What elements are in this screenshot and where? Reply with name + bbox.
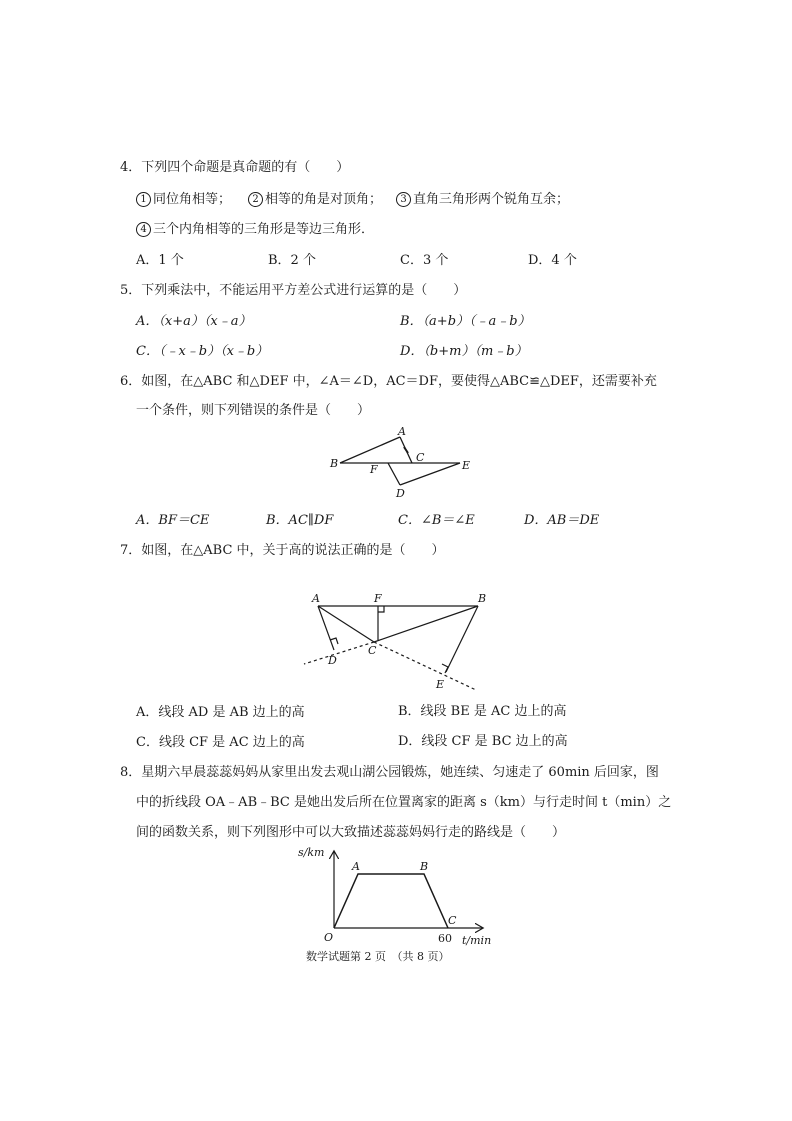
line-ad [318,606,334,650]
graph-path-oabc [334,874,448,928]
q5-option-d: D．（b+m）（m﹣b） [400,344,528,359]
q4-item-text: 直角三角形两个锐角互余； [413,192,570,207]
q7-stem: 7．如图，在△ABC 中，关于高的说法正确的是（ ） [120,543,445,558]
point-label-b: B [420,860,429,873]
q6-option-a: A．BF＝CE [136,513,210,528]
x-tick-60: 60 [438,932,452,945]
label-e: E [436,678,445,691]
origin-label: O [324,931,334,944]
q6-stem-line1: 6．如图，在△ABC 和△DEF 中，∠A＝∠D，AC＝DF，要使得△ABC≌△DEF，还需要补充 [120,374,657,389]
x-axis-label: t/min [462,934,492,947]
q4-option-c: C．3 个 [400,253,449,268]
q4-stem: 4．下列四个命题是真命题的有（ ） [120,160,350,175]
circled-number: 1 [136,192,151,207]
line-bc [374,606,478,642]
q7-option-c: C．线段 CF 是 AC 边上的高 [136,735,305,750]
line-ba [340,437,400,463]
q5-stem: 5．下列乘法中，不能运用平方差公式进行运算的是（ ） [120,283,467,298]
page-footer: 数学试题第 2 页 （共 8 页） [306,950,450,963]
q4-item-2 [248,192,382,208]
right-angle-f [378,606,384,612]
q8-graph [300,846,500,946]
q4-item-text: 相等的角是对顶角； [265,192,383,207]
q7-figure [300,592,500,692]
ext-ac [374,642,476,690]
circled-number: 2 [248,192,263,207]
q6-stem-line2: 一个条件，则下列错误的条件是（ ） [136,403,371,418]
q7-option-d: D．线段 CF 是 BC 边上的高 [398,734,568,749]
label-f: F [374,592,382,605]
label-c: C [368,644,377,657]
label-b: B [478,592,487,605]
q4-option-d: D．4 个 [528,253,577,268]
q4-item-text: 三个内角相等的三角形是等边三角形． [153,222,375,237]
label-e: E [462,459,471,472]
q4-option-b: B．2 个 [268,253,316,268]
q5-option-a: A．（x+a）（x﹣a） [136,314,252,329]
label-c: C [416,451,425,464]
label-a: A [398,425,406,438]
q4-option-a: A．1 个 [136,253,184,268]
q5-option-c: C．（﹣x﹣b）（x﹣b） [136,344,269,359]
q6-option-b: B．AC∥DF [266,513,334,528]
label-f: F [370,463,378,476]
q8-stem-line3: 间的函数关系，则下列图形中可以大致描述蕊蕊妈妈行走的路线是（ ） [136,825,566,840]
circled-number: 3 [396,192,411,207]
q5-option-b: B．（a+b）（﹣a﹣b） [400,314,531,329]
point-label-c: C [448,914,457,927]
q6-figure [320,425,490,505]
q7-option-b: B．线段 BE 是 AC 边上的高 [398,704,567,719]
label-d: D [328,654,337,667]
label-b: B [330,457,339,470]
circled-number: 4 [136,222,151,237]
ext-bc [304,642,374,664]
q4-item-1 [136,192,231,208]
q7-option-a: A．线段 AD 是 AB 边上的高 [136,705,305,720]
line-ed [400,463,460,485]
q4-item-4 [136,222,374,238]
label-d: D [396,487,405,500]
line-df [388,463,400,485]
point-label-a: A [352,860,360,873]
q8-stem-line1: 8．星期六早晨蕊蕊妈妈从家里出发去观山湖公园锻炼，她连续、匀速走了 60min 后回家，图 [120,765,659,780]
q4-item-text: 同位角相等； [153,192,232,207]
q6-option-d: D．AB＝DE [524,513,600,528]
line-ac [318,606,374,642]
q4-item-3 [396,192,569,208]
q6-option-c: C．∠B＝∠E [398,513,475,528]
q8-stem-line2: 中的折线段 OA﹣AB﹣BC 是她出发后所在位置离家的距离 s（km）与行走时间 t（min）之 [136,795,672,810]
right-angle-e [442,664,448,673]
y-axis-label: s/km [298,846,325,859]
label-a: A [312,592,320,605]
tick-mark [404,447,408,453]
